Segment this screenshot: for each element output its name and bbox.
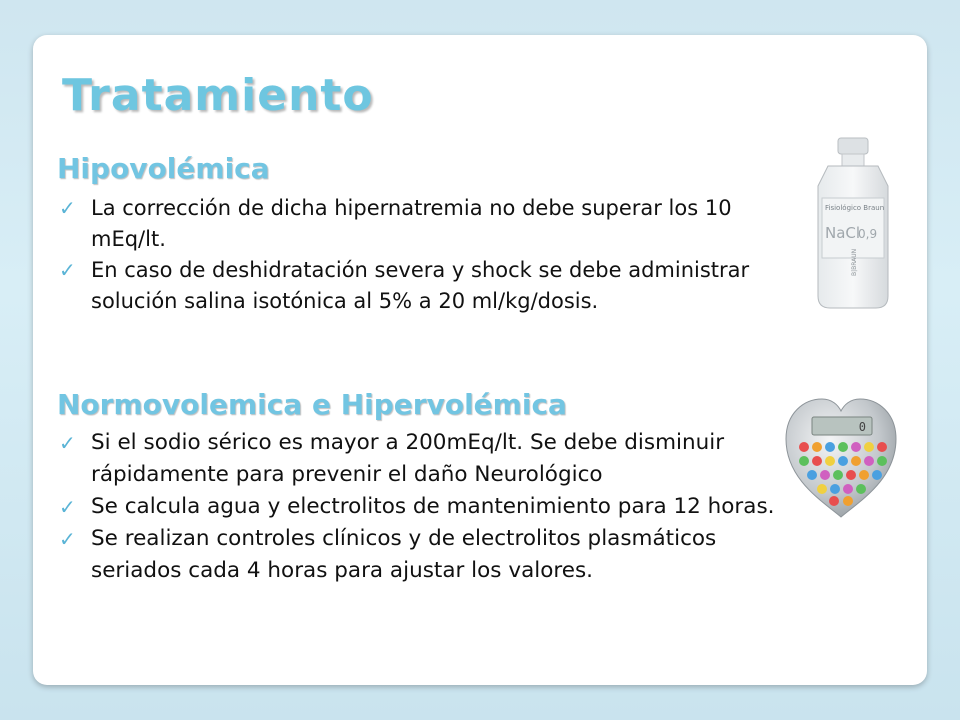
bag-label-maker: B|BRAUN xyxy=(851,248,858,276)
calculator-display: 0 xyxy=(858,420,866,434)
bullet-text: Se calcula agua y electrolitos de mantenimiento para 12 horas. xyxy=(91,494,775,519)
bag-label-brand: Fisiológico Braun xyxy=(825,204,885,212)
section-heading-hipovolemica: Hipovolémica xyxy=(57,152,270,185)
bullet-text: Se realizan controles clínicos y de electrolitos plasmáticos seriados cada 4 horas para ajustar los valores. xyxy=(91,526,717,583)
checkmark-icon: ✓ xyxy=(59,431,76,455)
list-item xyxy=(57,491,787,523)
bullet-text: Si el sodio sérico es mayor a 200mEq/lt. Se debe disminuir rápidamente para prevenir el daño Neurológico xyxy=(91,430,725,487)
slide-title: Tratamiento xyxy=(62,70,374,121)
bullet-list-hipovolemica xyxy=(57,193,777,317)
checkmark-icon: ✓ xyxy=(59,196,76,220)
list-item xyxy=(57,193,777,255)
checkmark-icon: ✓ xyxy=(59,258,76,282)
bag-label-conc: 0,9 xyxy=(858,227,878,241)
list-item xyxy=(57,523,787,587)
bullet-text: La corrección de dicha hipernatremia no debe superar los 10 mEq/lt. xyxy=(91,196,732,251)
heart-calculator-image xyxy=(782,395,900,521)
slide-card xyxy=(33,35,927,685)
list-item xyxy=(57,427,787,491)
bag-label-formula: NaCl xyxy=(825,224,861,242)
checkmark-icon: ✓ xyxy=(59,495,76,519)
checkmark-icon: ✓ xyxy=(59,527,76,551)
list-item xyxy=(57,255,777,317)
bullet-text: En caso de deshidratación severa y shock se debe administrar solución salina isotónica al 5% a 20 ml/kg/dosis. xyxy=(91,258,750,313)
bullet-list-normovolemica xyxy=(57,427,787,587)
saline-bag-image xyxy=(808,136,898,312)
section-heading-normovolemica: Normovolemica e Hipervolémica xyxy=(57,388,567,421)
